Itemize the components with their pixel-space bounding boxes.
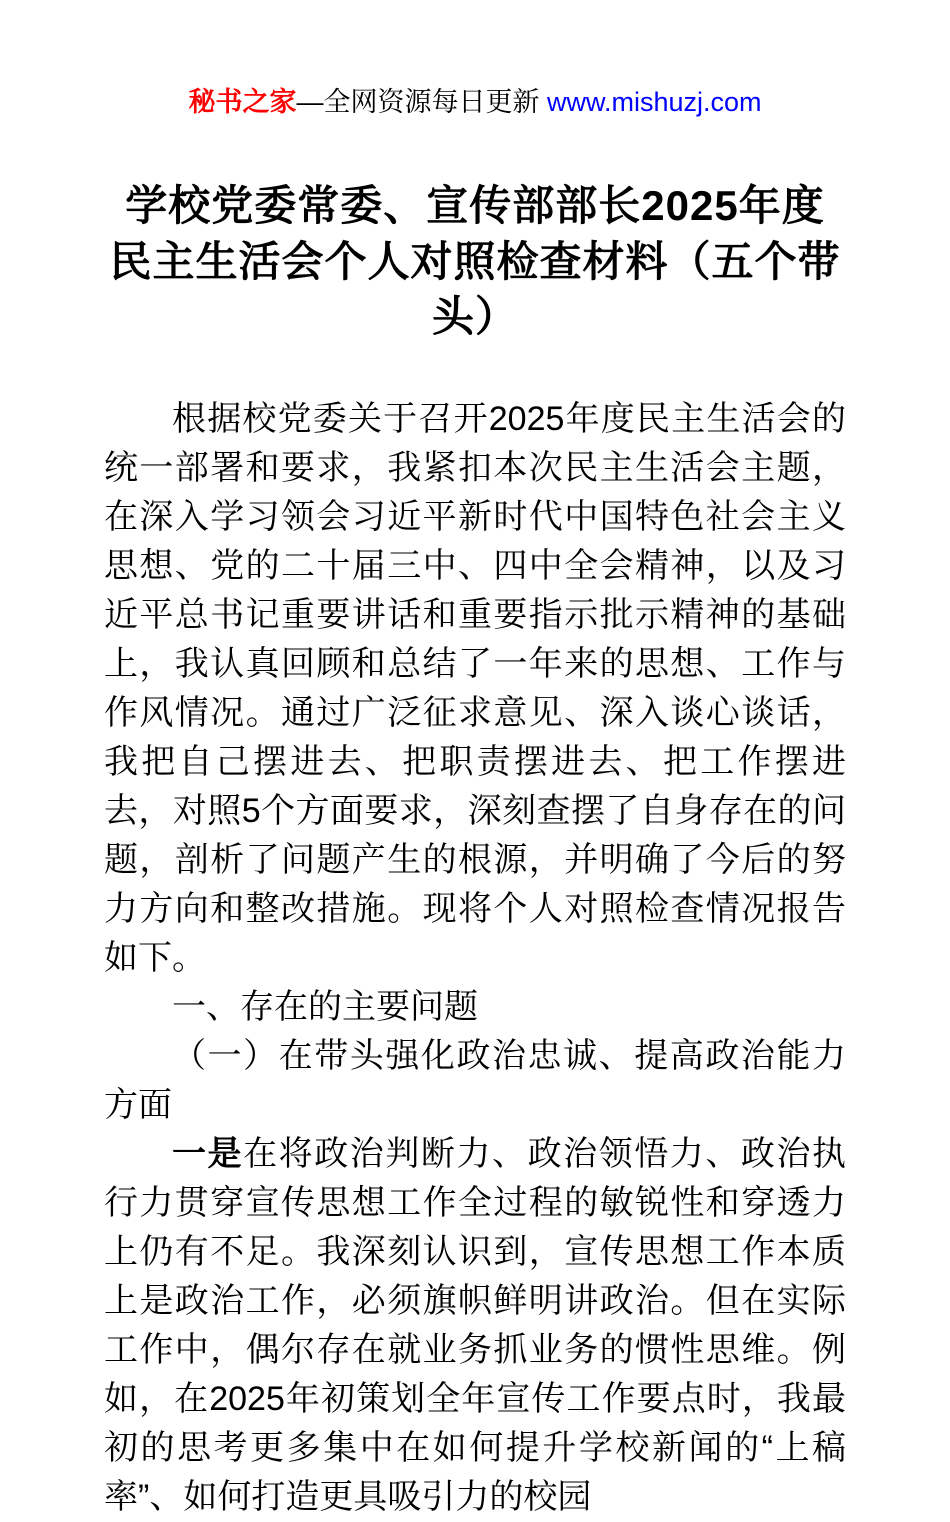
- site-brand: 秘书之家: [188, 87, 297, 117]
- site-header: [104, 0, 846, 118]
- site-url: www.mishuzj.com: [546, 87, 762, 117]
- paragraph-first-issue: [104, 1130, 846, 1522]
- subsection-heading-political-loyalty: （一）在带头强化政治忠诚、提高政治能力方面: [104, 1036, 846, 1124]
- section-heading-main-problems: 一、存在的主要问题: [172, 987, 478, 1026]
- paragraph-first-issue-text: 在将政治判断力、政治领悟力、政治执行力贯穿宣传思想工作全过程的敏锐性和穿透力上仍有不足。我深刻认识到，宣传思想工作本质上是政治工作，必须旗帜鲜明讲政治。但在实际工作中，偶尔存在就业务抓业务的惯性思维。例如，在2025年初策划全年宣传工作要点时，我最初的思考更多集中在如何提升学校新闻的“上稿率”、如何打造更具吸引力的校园: [104, 1134, 847, 1516]
- paragraph-first-issue-lead: 一是: [172, 1134, 244, 1173]
- document-title: 学校党委常委、宣传部部长2025年度民主生活会个人对照检查材料（五个带头）: [109, 182, 841, 341]
- paragraph-intro: 根据校党委关于召开2025年度民主生活会的统一部署和要求，我紧扣本次民主生活会主题，在深入学习领会习近平新时代中国特色社会主义思想、党的二十届三中、四中全会精神，以及习近平总书记重要讲话和重要指示批示精神的基础上，我认真回顾和总结了一年来的思想、工作与作风情况。通过广泛征求意见、深入谈心谈话，我把自己摆进去、把职责摆进去、把工作摆进去，对照5个方面要求，深刻查摆了自身存在的问题，剖析了问题产生的根源，并明确了今后的努力方向和整改措施。现将个人对照检查情况报告如下。: [104, 399, 846, 977]
- document-body: [104, 395, 846, 1522]
- site-tagline: —全网资源每日更新: [296, 87, 547, 117]
